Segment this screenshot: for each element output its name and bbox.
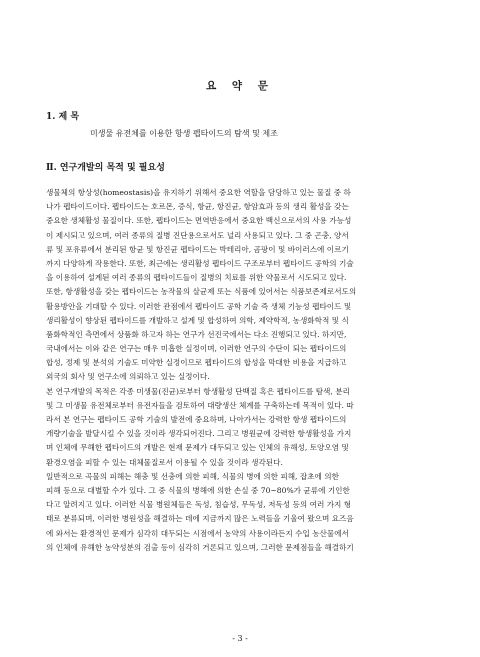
page-number: - 3 - xyxy=(232,634,248,643)
body-line: 피해 등으로 대별할 수가 있다. 그 중 식물의 병해에 의한 손실 중 70~80%가 균류에 기인한 xyxy=(46,485,350,495)
body-line: 까지 다양하게 작용한다. 또한, 최근에는 생리활성 펩타이드 구조로부터 펩타이드 공학의 기술 xyxy=(46,258,354,268)
body-line: 중요한 생체활성 물질이다. 또한, 펩타이드는 면역반응에서 중요한 백신으로서의 사용 가능성 xyxy=(46,216,352,226)
body-line: 을 이용하여 설계된 여러 종류의 펩타이드들이 질병의 치료를 위한 약물로서 시도되고 있다. xyxy=(46,273,347,283)
body-line: 환경오염을 피할 수 있는 대체물질로서 이용될 수 있을 것이라 생각된다. xyxy=(46,457,283,467)
body-line: 국내에서는 이와 같은 연구는 매우 미흡한 실정이며, 이러한 연구의 수단이 되는 펩타이드의 xyxy=(46,344,347,354)
body-line: 류 및 포유류에서 분리된 항균 및 항진균 펩타이드는 박테리아, 곰팡이 및 바이러스에 이르기 xyxy=(46,244,349,254)
section-heading-purpose: Ⅱ. 연구개발의 목적 및 필요성 xyxy=(46,163,165,173)
body-line: 또한, 항생활성을 갖는 펩타이드는 농작물의 살균제 또는 식품에 있어서는 식품보존제로서도의 xyxy=(46,287,357,297)
body-line: 며 인체에 무해한 펩타이드의 개발은 현재 문제가 대두되고 있는 인체의 유해성, 토양오염 및 xyxy=(46,443,349,453)
body-line: 다고 알려지고 있다. 이러한 식물 병원체들은 독성, 침습성, 무독성, 저독성 등의 여러 가지 형 xyxy=(46,500,352,510)
body-text xyxy=(46,186,440,555)
body-line: 개량기술을 발달시킬 수 있을 것이라 생각되어진다. 그리고 병원균에 강력한 항생활성을 가지 xyxy=(46,429,352,439)
body-line: 에 와서는 환경적인 문제가 심각히 대두되는 시점에서 농약의 사용이라든지 수입 농산물에서 xyxy=(46,528,349,538)
body-line: 태로 분류되며, 이러한 병원성을 해결하는 데에 지금까지 많은 노력들을 기울여 왔으며 요즈음 xyxy=(46,514,354,524)
body-line: 합성, 정제 및 분석의 기술도 미약한 실정이므로 펩타이드의 합성을 막대한 비용을 지급하고 xyxy=(46,358,347,368)
body-line: 외국의 회사 및 연구소에 의뢰하고 있는 실정이다. xyxy=(46,372,210,382)
project-title: 미생물 유전체를 이용한 항생 펩타이드의 탐색 및 제조 xyxy=(90,129,278,138)
body-line: 활용방안을 기대할 수 있다. 이러한 관점에서 펩타이드 공학 기술 즉 생체 기능성 펩타이드 및 xyxy=(46,301,352,311)
body-line: 나가 펩타이드이다. 펩타이드는 호르몬, 증식, 항균, 항진균, 항암효과 등의 생리 활성을 갖는 xyxy=(46,202,349,212)
body-line: 생물체의 항상성(homeostasis)을 유지하기 위해서 중요한 역할을 담당하고 있는 물질 중 하 xyxy=(46,188,351,197)
body-line: 및 그 미생물 유전체로부터 유전자들을 검토하여 대량생산 체계를 구축하는데 목적이 있다. 따 xyxy=(46,400,354,410)
body-line: 품화학적인 측면에서 상품화 하고자 하는 연구가 선진국에서는 다소 진행되고 있다. 하지만, xyxy=(46,329,347,339)
body-line: 일반적으로 곡물의 피해는 해충 및 선충에 의한 피해, 식물의 병에 의한 피해, 잡초에 의한 xyxy=(46,471,339,481)
body-line: 라서 본 연구는 펩타이드 공학 기술의 발전에 중요하며, 나아가서는 강력한 항생 펩타이드의 xyxy=(46,415,347,424)
body-line: 본 연구개발의 목적은 각종 미생물(진균)로부터 항생활성 단백질 혹은 펩타이드를 탐색, 분리 xyxy=(46,386,350,396)
body-line: 생리활성이 향상된 펩타이드를 개발하고 설계 및 합성하여 의학, 제약학적, 농생화학적 및 식 xyxy=(46,315,349,325)
body-line: 의 인체에 유해한 농약성분의 검출 등이 심각히 거론되고 있으며, 그러한 문제점들을 해결하기 xyxy=(46,542,354,552)
body-line: 이 제시되고 있으며, 여러 종류의 질병 진단용으로서도 널리 사용되고 있다. 그 중 곤충, 양서 xyxy=(46,230,349,240)
section-heading-title: 1. 제 목 xyxy=(46,112,80,122)
page-title: 요 약 문 xyxy=(206,80,274,92)
